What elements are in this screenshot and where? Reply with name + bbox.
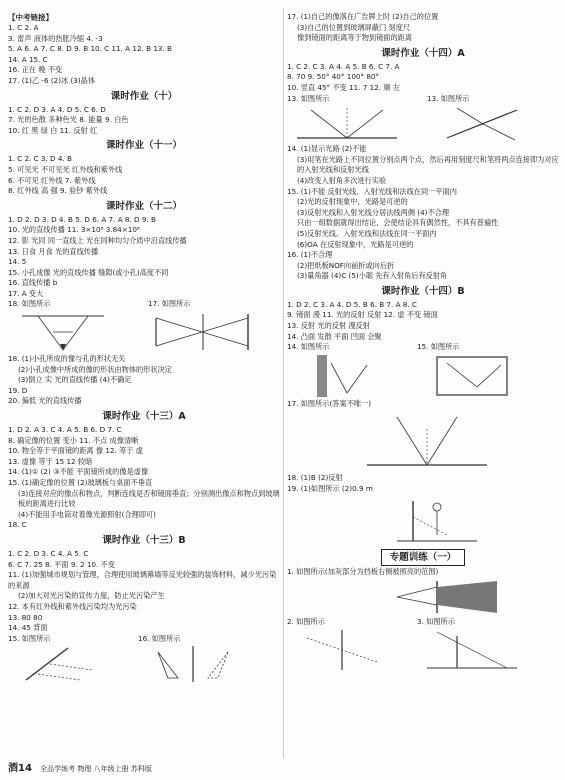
- answer-line: 1. C 2. D 3. A 4. D 5. C 6. D: [8, 104, 106, 114]
- figure-caption: 14. 如图所示: [287, 342, 330, 352]
- answer-line: 只由一组数据就得出结论，会使结论具有偶然性，不具有普遍性: [297, 218, 499, 228]
- answer-line: (3)自己的位置到玻璃屏蔽门 刻度尺: [297, 22, 411, 32]
- pinhole-camera-figure: [8, 310, 128, 354]
- answer-line: 1. C 2. C 3. A 4. A 5. B 6. C 7. A: [287, 61, 400, 71]
- answer-line: (2)小孔成像中所成的像的形状由物体的形状决定: [18, 364, 172, 374]
- answer-line: (2)光的反射现象中，光路是可逆的: [297, 197, 408, 207]
- pinhole-image-figure: [148, 310, 258, 354]
- answer-line: 20. 偏低 光的直线传播: [8, 396, 82, 406]
- answer-line: 像到镜面的距离等于物到镜面的距离: [297, 33, 413, 43]
- section-title: 课时作业（十一）: [105, 140, 182, 152]
- figure-caption: 19. (1)如图所示 (2)0.9 m: [287, 484, 373, 494]
- answer-line: 14. (1)① (2) ③不能 平面镜所成的像是虚像: [8, 467, 149, 477]
- answer-line: 16. 直线传播 b: [8, 278, 58, 288]
- section-title: 课时作业（十）: [110, 90, 178, 102]
- answer-line: 10. 竖直 45° 不变 11. 7 12. 顺 左: [287, 82, 401, 92]
- figure-caption: 17. 如图所示(答案不唯一): [287, 398, 372, 408]
- answer-line: (3)反射光线和入射光线分居法线两侧 (4)不合理: [297, 207, 450, 217]
- answer-line: 10. 光的直线传播 11. 3×10⁸ 3.84×10⁸: [8, 225, 140, 235]
- answer-line: 18. C: [8, 520, 27, 530]
- answer-line: 1. 如图所示(加灰部分为挡板右侧被照亮的范围): [287, 566, 439, 576]
- book-title: 全品学练考 物理 八年级上册 苏科版: [40, 765, 152, 773]
- mirror-box-figure: [417, 353, 527, 399]
- answer-line: (3)用笔在光路上不同位置分别点两个点，然后再用刻度尺和笔将两点连接即为对应的入射光线和反射光线: [297, 154, 559, 175]
- answer-line: 14. 45 背面: [8, 623, 48, 633]
- page-footer: [8, 764, 152, 774]
- answer-line: 13. 虚像 等于 15 12 较暗: [8, 456, 93, 466]
- answer-line: 10. 红 黑 绿 白 11. 反射 红: [8, 125, 98, 135]
- answer-line: 12. 影 光同 同一直线上 光在同种均匀介质中沿直线传播: [8, 235, 187, 245]
- answer-line: (4)改变入射角多次进行实验: [297, 175, 387, 185]
- figure-caption: 13. 如图所示: [287, 93, 330, 103]
- mirror-image-figure: [8, 644, 118, 684]
- answer-line: 18. (1)B (2)反射: [287, 473, 343, 483]
- periscope-figure: [287, 353, 397, 399]
- answer-line: 3. 雷声 液体的热胀冷缩 4. -3: [8, 33, 103, 43]
- answer-line: 19. D: [8, 385, 28, 395]
- figure-caption: 13. 如图所示: [427, 93, 470, 103]
- person-mirror-figure: [287, 495, 537, 547]
- answer-line: 14. 凸面 发散 平面 凹面 会聚: [287, 331, 382, 341]
- answer-line: 10. 物全等于平面镜的距离 像 12. 等于 虚: [8, 446, 143, 456]
- answer-line: 13. 日食 月食 光的直线传播: [8, 246, 99, 256]
- reflection-construction-figure: [287, 409, 537, 473]
- figure-caption: 15. 如图所示: [417, 342, 460, 352]
- section-title: 课时作业（十四）A: [381, 47, 465, 59]
- page-number: 酒14: [8, 763, 32, 774]
- answer-line: 17. (1)自己的像落在广告牌上时 (2)自己的位置: [287, 12, 439, 21]
- zhongkao-tag: 【中考链接】: [8, 13, 53, 22]
- answer-line: 1. C 2. D 3. C 4. A 5. C: [8, 548, 89, 558]
- answer-line: 6. 不可见 红外线 7. 紫外线: [8, 175, 96, 185]
- right-column: [287, 12, 559, 672]
- answer-line: 17. A 变大: [8, 288, 44, 298]
- figure-caption: 18. 如图所示: [8, 299, 51, 309]
- answer-line: 15. 小孔成像 光的直线传播 缝隙(或小孔)高度不同: [8, 267, 169, 277]
- answer-line: (2)把纸板NOF向前折或向后折: [297, 260, 395, 270]
- answer-line: 8. 红外线 高 强 9. 验钞 紫外线: [8, 186, 108, 196]
- section-title: 课时作业（十二）: [105, 200, 182, 212]
- column-divider: [283, 8, 284, 758]
- answer-line: 1. C 2. C 3. D 4. B: [8, 154, 72, 164]
- section-title: 课时作业（十四）B: [381, 285, 465, 297]
- answer-line: 1. D 2. C 3. A 4. D 5. B 6. B 7. A 8. C: [287, 299, 417, 309]
- answer-line: 14. (1)显示光路 (2)不能: [287, 144, 367, 154]
- section-title: 专题训练（一）: [287, 549, 559, 566]
- answer-line: 17. (1)乙 -6 (2)冰 (3)晶体: [8, 75, 96, 85]
- answer-line: (3)倒立 实 光的直线传播 (4)不确定: [18, 375, 132, 385]
- mirror-point-figure: [287, 628, 397, 672]
- answer-line: 13. 80 80: [8, 612, 43, 622]
- section-title: 课时作业（十三）B: [102, 534, 186, 546]
- answer-line: 8. 确定像的位置 变小 11. 不点 成像清晰: [8, 435, 139, 445]
- figure-caption: 3. 如图所示: [417, 617, 455, 627]
- answer-line: 15. (1)不能 反射光线、入射光线和法线在同一平面内: [287, 186, 457, 196]
- answer-line: (5)反射光线、入射光线和法线在同一平面内: [297, 228, 437, 238]
- answer-line: 6. C 7. 25 8. 平面 9. 2 10. 不变: [8, 559, 115, 569]
- answer-line: 15. (1)确定像的位置 (2)玻璃板与桌面不垂直: [8, 478, 153, 487]
- mirror-triangle-figure: [138, 644, 248, 684]
- answer-line: 16. 正在 晚 不变: [8, 65, 63, 75]
- answer-line: 7. 光的色散 多种色光 8. 能量 9. 白色: [8, 115, 129, 125]
- answer-line: 12. 本有红外线和紫外线污染均为光污染: [8, 601, 137, 611]
- pole-shadow-figure: [417, 628, 527, 672]
- answer-line: 5. 可见光 不可见光 红外线和紫外线: [8, 164, 123, 174]
- shadow-range-figure: [287, 577, 537, 617]
- answer-line: 1. D 2. D 3. D 4. B 5. D 6. A 7. A 8. D 9. B: [8, 214, 156, 224]
- answer-line: (6)OA 在反射现象中，光路是可逆的: [297, 239, 414, 249]
- answer-line: (2)加大对光污染的宣传力度，防止光污染产生: [18, 591, 165, 601]
- reflection-figure: [287, 104, 407, 144]
- answer-line: (4)不能用手电筒对着像光源照射(合理即可): [18, 509, 156, 519]
- answer-line: 8. 70 9. 50° 40° 100° 80°: [287, 72, 380, 82]
- answer-line: 1. C 2. A: [8, 23, 39, 32]
- answer-line: 13. 反射 光的反射 漫反射: [287, 321, 370, 331]
- figure-caption: 15. 如图所示: [8, 633, 51, 643]
- answer-line: 18. (1)小孔所成的像与孔的形状无关: [8, 354, 126, 364]
- answer-line: 14. A 15. C: [8, 54, 48, 64]
- answer-line: (3)量角器 (4)C (5)小聪 先有入射角后有反射角: [297, 271, 448, 281]
- figure-caption: 2. 如图所示: [287, 617, 325, 627]
- answer-line: 16. (1)不合理: [287, 250, 333, 260]
- reflection-angle-figure: [427, 104, 537, 144]
- answer-line: 14. 5: [8, 257, 27, 267]
- answer-line: (3)连接对应的像点和物点，判断连线是否和镜面垂直；分别测出像点和物点到玻璃板的距离进行比较: [18, 488, 280, 509]
- figure-caption: 17. 如图所示: [148, 299, 191, 309]
- answer-line: 5. A 6. A 7. C 8. D 9. B 10. C 11. A 12. B 13. B: [8, 44, 172, 54]
- answer-line: 1. D 2. A 3. C 4. A 5. B 6. D 7. C: [8, 425, 122, 435]
- answer-line: 9. 镜面 漫 11. 光的反射 反射 12. 虚 不变 镜面: [287, 310, 438, 320]
- section-title: 课时作业（十三）A: [102, 411, 186, 423]
- left-column: [8, 12, 280, 684]
- answer-line: 11. (1)加强城市规划与管理，合理使用玻璃幕墙等反光较强的装饰材料，减少光污染的来源: [8, 570, 277, 590]
- figure-caption: 16. 如图所示: [138, 633, 181, 643]
